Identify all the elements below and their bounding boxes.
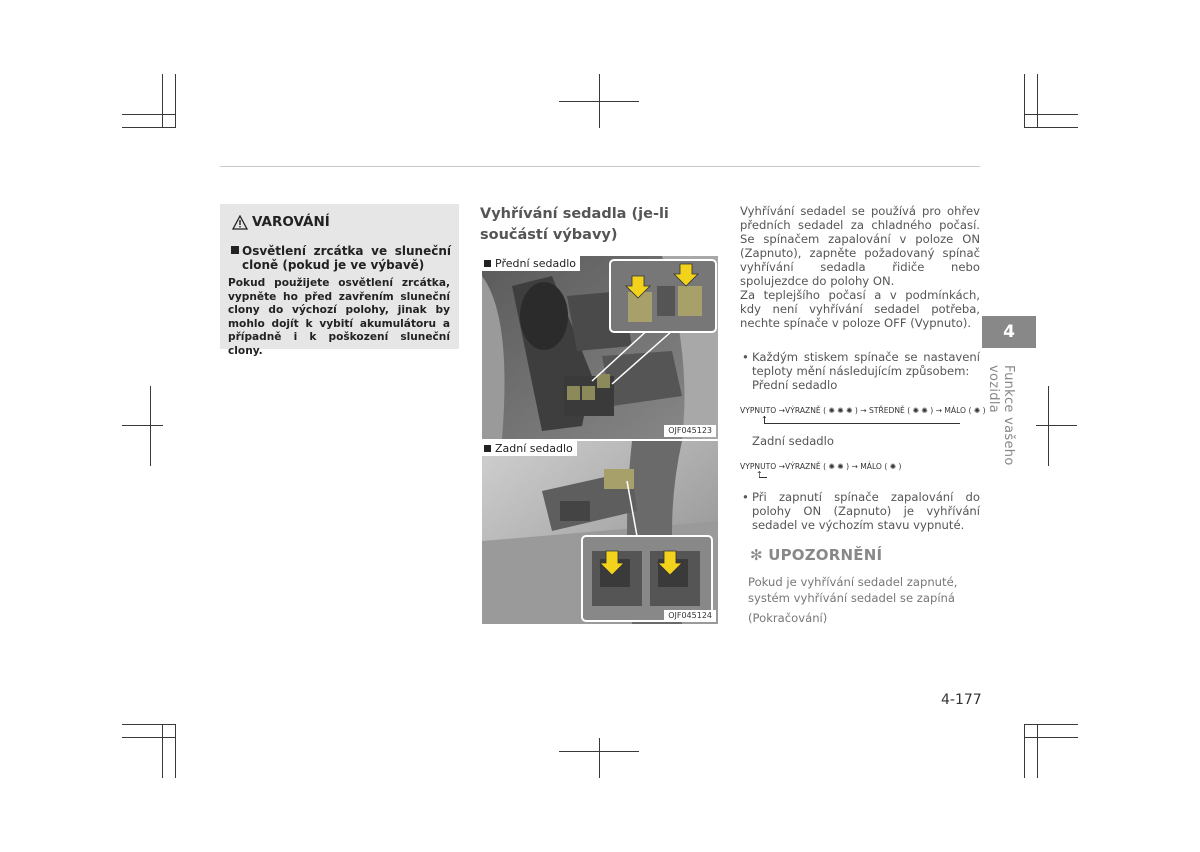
rear-door-illustration xyxy=(482,441,718,624)
header-rule xyxy=(220,166,980,167)
warning-body: Pokud použijete osvětlení zrcátka, vypněte ho před zavřením sluneční clony do výchozí polohy, jinak by mohlo dojít k vybití akumulátoru a případně i k poškození sluneční clony. xyxy=(228,277,450,357)
warning-triangle-icon xyxy=(232,215,248,230)
warning-subtitle: Osvětlení zrcátka ve sluneční cloně (pokud je ve výbavě) xyxy=(228,244,451,272)
warning-title xyxy=(228,212,451,232)
warning-box xyxy=(220,204,459,357)
bullet-dot: • xyxy=(742,350,749,364)
arrow-up-icon: ↑ xyxy=(761,415,768,424)
page-number: 4-177 xyxy=(941,692,982,708)
bullet-square-icon xyxy=(484,445,491,452)
bullet-square-icon xyxy=(231,246,239,254)
warning-title-text: VAROVÁNÍ xyxy=(252,214,330,230)
front-seat-label: Přední sedadlo xyxy=(752,378,838,392)
arrow-up-icon: ↑ xyxy=(756,470,763,479)
figure-front-seat xyxy=(482,256,718,439)
bullet-2: • Při zapnutí spínače zapalování do polohy ON (Zapnuto) je vyhřívání sedadel ve výchozím stavu vypnuté. xyxy=(742,490,980,532)
caution-title: ✻ UPOZORNĚNÍ xyxy=(750,546,883,564)
chapter-tab: 4 xyxy=(982,316,1036,348)
bullet-square-icon xyxy=(484,260,491,267)
section-title: Vyhřívání sedadla (je-li součástí výbavy) xyxy=(480,206,669,243)
paragraph-1: Vyhřívání sedadel se používá pro ohřev předních sedadel za chladného počasí. Se spínačem zapalování v poloze ON (Zapnuto), zapněte požadovaný spínač vyhřívání sedadla řidiče nebo spolujezdce do polohy ON. xyxy=(740,204,980,288)
bullet-dot: • xyxy=(742,490,749,504)
figure-code: OJF045123 xyxy=(664,425,716,437)
figure-label: Zadní sedadlo xyxy=(482,441,577,456)
loop-arrow-icon xyxy=(764,416,960,424)
continued-note: (Pokračování) xyxy=(748,611,828,625)
front-sequence: VYPNUTO →VÝRAZNĚ ( ✺ ✺ ✺ ) → STŘEDNĚ ( ✺ ✺ ) → MÁLO ( ✺ ) ↑ xyxy=(740,404,980,430)
caution-body: Pokud je vyhřívání sedadel zapnuté, systém vyhřívání sedadel se zapíná xyxy=(748,575,958,605)
chapter-title: Funkce vašeho vozidla xyxy=(986,365,1016,466)
loop-arrow-icon xyxy=(759,470,767,478)
front-console-illustration xyxy=(482,256,718,439)
figure-rear-seat xyxy=(482,441,718,624)
rear-sequence: VYPNUTO →VÝRAZNĚ ( ✺ ✺ ) → MÁLO ( ✺ ) ↑ xyxy=(740,460,980,486)
bullet-1: • Každým stiskem spínače se nastavení teploty mění následujícím způsobem: Přední sedadlo xyxy=(742,350,980,392)
figure-code: OJF045124 xyxy=(664,610,716,622)
paragraph-2: Za teplejšího počasí a v podmínkách, kdy není vyhřívání sedadel potřeba, nechte spínače v poloze OFF (Vypnuto). xyxy=(740,288,980,330)
rear-seat-label: Zadní sedadlo xyxy=(752,434,834,448)
figure-label: Přední sedadlo xyxy=(482,256,580,271)
text-column xyxy=(740,204,986,626)
